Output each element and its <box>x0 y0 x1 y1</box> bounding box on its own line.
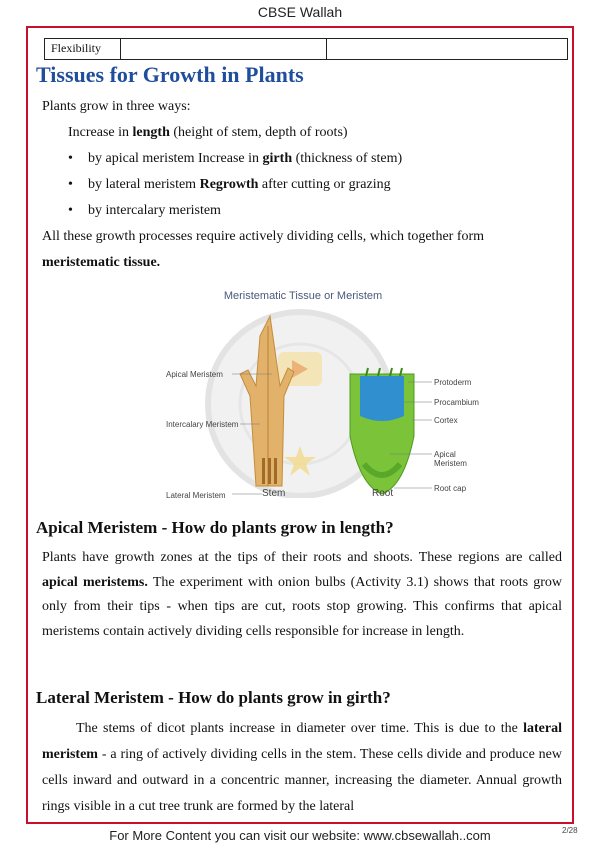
table-cell <box>327 39 567 59</box>
list-item: • by intercalary meristem <box>68 198 402 224</box>
site-header: CBSE Wallah <box>257 4 343 20</box>
table-cell: Flexibility <box>45 39 121 59</box>
intro-text: Plants grow in three ways: <box>42 99 191 114</box>
label-protoderm: Protoderm <box>434 378 472 387</box>
section-heading-apical: Apical Meristem - How do plants grow in length? <box>36 518 394 537</box>
figure-title: Meristematic Tissue or Meristem <box>223 290 383 302</box>
label-apical-meristem: Apical Meristem <box>166 370 223 379</box>
table-cell <box>121 39 327 59</box>
page-title: Tissues for Growth in Plants <box>36 62 304 87</box>
meristem-diagram <box>128 286 478 498</box>
summary-text: All these growth processes require actively dividing cells, which together form meristematic tissue. <box>42 229 485 270</box>
label-intercalary-meristem: Intercalary Meristem <box>166 420 239 429</box>
label-root-cap: Root cap <box>434 484 467 493</box>
page-frame <box>26 26 574 824</box>
label-stem: Stem <box>262 488 286 499</box>
section-lateral-text: The stems of dicot plants increase in diameter over time. This is due to the lateral meristem - a ring of actively dividing cells in the stem. These cells divide and produce new cells inward and outward in a concentric manner, increasing the diameter. Annual growth rings visible in a cut tree trunk are formed by the lateral <box>42 721 562 814</box>
label-apical-meristem-root: Apical Meristem <box>434 450 467 468</box>
list-item: • by lateral meristem Regrowth after cutting or grazing <box>68 172 402 198</box>
label-root: Root <box>372 488 394 499</box>
section-heading-lateral: Lateral Meristem - How do plants grow in girth? <box>36 688 391 707</box>
label-procambium: Procambium <box>434 398 479 407</box>
meristem-illustration <box>128 286 478 498</box>
growth-length-line: Increase in length (height of stem, depth of roots) <box>68 125 348 140</box>
growth-bullet-list <box>68 146 402 224</box>
footer-text: For More Content you can visit our website: www.cbsewallah..com <box>109 828 491 843</box>
table-row <box>44 38 568 60</box>
list-item: • by apical meristem Increase in girth (thickness of stem) <box>68 146 402 172</box>
label-lateral-meristem: Lateral Meristem <box>166 491 226 500</box>
page-number: 2/28 <box>562 826 578 835</box>
label-cortex: Cortex <box>434 416 458 425</box>
section-apical-text: Plants have growth zones at the tips of their roots and shoots. These regions are called apical meristems. The experiment with onion bulbs (Activity 3.1) shows that roots grow only from their tips - when tips are cut, roots stop growing. This confirms that apical meristems contain actively dividing cells responsible for increase in length. <box>42 550 562 639</box>
